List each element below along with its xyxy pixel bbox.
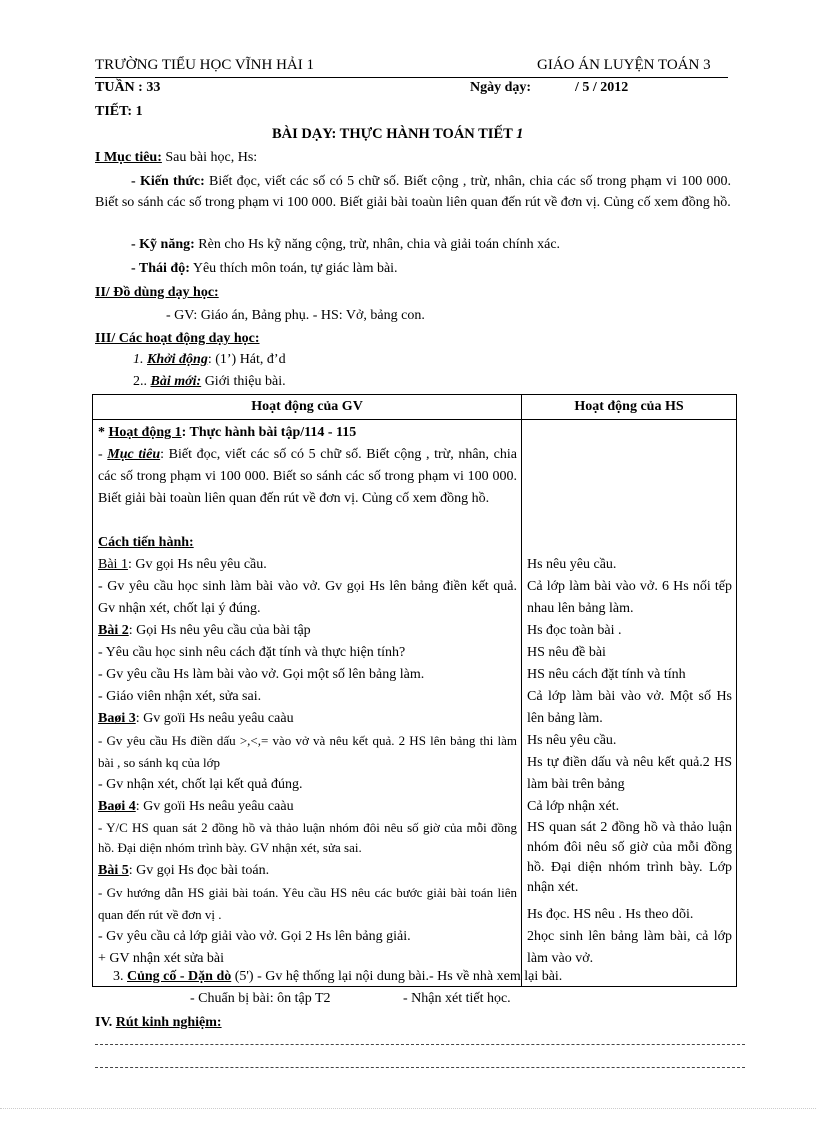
activity-1-text: : Thực hành bài tập/114 - 115	[181, 425, 357, 440]
activity-table	[92, 394, 737, 987]
hs-line-3: Hs đọc toàn bài .	[527, 623, 622, 638]
notes-line-1	[95, 1044, 745, 1045]
hs-line-9: Cả lớp nhận xét.	[527, 799, 620, 814]
lesson-title-number: 1	[516, 126, 524, 142]
exercise-1-line	[98, 554, 517, 576]
knowledge-paragraph	[95, 172, 731, 213]
closing-text: (5') - Gv hệ thống lại nội dung bài.- Hs về nhà xem lại bài.	[231, 969, 563, 984]
hs-line-4: HS nêu đề bài	[527, 645, 606, 660]
exercise-3-text: : Gv goïi Hs neâu yeâu caàu	[135, 711, 294, 726]
activity-goal	[98, 444, 517, 510]
week-label: TUẦN : 33	[95, 80, 161, 95]
exercise-3-detail-2: - Gv nhận xét, chốt lại kết quả đúng.	[98, 777, 303, 792]
exercise-3-line	[98, 708, 517, 730]
objectives-heading-line	[95, 147, 257, 169]
exercise-4-line	[98, 796, 517, 818]
exercise-2-detail-1: - Yêu cầu học sinh nêu cách đặt tính và thực hiện tính?	[98, 645, 406, 660]
exercise-2-label: Bài 2	[98, 623, 129, 638]
exercise-2-line	[98, 620, 517, 642]
experience-heading	[95, 1012, 222, 1034]
hs-line-10: HS quan sát 2 đồng hồ và thảo luận nhóm đôi nêu số giờ của mỗi đồng hồ. Đại diện nhóm trình bày. Lớp nhận xét.	[527, 820, 732, 895]
experience-number: IV.	[95, 1015, 116, 1030]
header-rule	[95, 77, 728, 78]
skill-text: Rèn cho Hs kỹ năng cộng, trừ, nhân, chia và giải toán chính xác.	[194, 237, 561, 252]
exercise-5-label: Bài 5	[98, 863, 129, 878]
step2-number: 2..	[133, 374, 147, 389]
skill-label: - Kỹ năng:	[131, 237, 195, 252]
method-heading: Cách tiến hành:	[98, 535, 194, 550]
date-label: Ngày dạy:	[470, 80, 532, 95]
lesson-title	[272, 126, 523, 143]
hs-line-11: Hs đọc. HS nêu . Hs theo dõi.	[527, 907, 694, 922]
column-header-gv: Hoạt động của GV	[93, 395, 522, 420]
closing-line	[113, 966, 562, 988]
exercise-2-detail-2: - Gv yêu cầu Hs làm bài vào vở. Gọi một số lên bảng làm.	[98, 667, 425, 682]
hs-line-2: Cả lớp làm bài vào vở. 6 Hs nối tếp nhau lên bảng làm.	[527, 579, 732, 616]
exercise-2-text: : Gọi Hs nêu yêu cầu của bài tập	[128, 623, 311, 638]
activity-1-heading	[98, 422, 517, 444]
exercise-5-text: : Gv gọi Hs đọc bài toán.	[128, 863, 270, 878]
exercise-5-detail-1: - Gv hướng dẫn HS giải bài toán. Yêu cầu HS nêu các bước giải bài toán liên quan đến rút về đơn vị .	[98, 885, 517, 922]
activity-1-star: *	[98, 425, 109, 440]
objectives-intro: Sau bài học, Hs:	[161, 150, 258, 165]
step2-text: Giới thiệu bài.	[201, 374, 286, 389]
knowledge-text: Biết đọc, viết các số có 5 chữ số. Biết cộng , trừ, nhân, chia các số trong phạm vi 100 000. Biết so sánh các số trong phạm vi 100 000. Biết giải bài toaùn liên quan đến rút về đơn vị. Củng cố xem đồng hồ.	[95, 174, 731, 210]
step-warmup	[133, 349, 286, 371]
step1-label: Khởi động	[147, 352, 208, 367]
goal-text: : Biết đọc, viết các số có 5 chữ số. Biết cộng , trừ, nhân, chia các số trong phạm vi 100 000. Biết so sánh các số trong phạm vi 100 000. Biết giải bài toaùn liên quan đến rút về đơn vị. Củng cố xem đồng hồ.	[98, 447, 517, 506]
exercise-4-label: Baøi 4	[98, 799, 136, 814]
date-value: / 5 / 2012	[575, 80, 629, 95]
exercise-4-detail: - Y/C HS quan sát 2 đồng hồ và thảo luận nhóm đôi nêu số giờ của mỗi đồng hồ. Đại diện nhóm trình bày. GV nhận xét, sửa sai.	[98, 820, 517, 855]
hs-cell	[522, 420, 737, 987]
step1-number: 1.	[133, 352, 144, 367]
skill-line	[131, 234, 560, 256]
prep-next-lesson: - Chuẩn bị bài: ôn tập T2	[190, 991, 331, 1006]
notes-line-2	[95, 1067, 745, 1068]
gv-cell	[93, 420, 522, 987]
goal-label: Mục tiêu	[107, 447, 161, 462]
step-new-lesson	[133, 371, 286, 393]
page-edge	[0, 1108, 816, 1109]
period-label: TIẾT: 1	[95, 104, 143, 119]
activity-1-label: Hoạt động 1	[108, 425, 182, 440]
hs-line-1: Hs nêu yêu cầu.	[527, 557, 617, 572]
experience-label: Rút kinh nghiệm:	[115, 1015, 222, 1030]
step2-label: Bài mới:	[150, 374, 202, 389]
goal-dash: -	[98, 447, 108, 462]
column-header-hs: Hoạt động của HS	[522, 395, 737, 420]
materials-line: - GV: Giáo án, Bảng phụ. - HS: Vở, bảng con.	[166, 308, 425, 323]
hs-line-12: 2học sinh lên bảng làm bài, cả lớp làm vào vở.	[527, 929, 732, 966]
step1-text: : (1’) Hát, đ’d	[207, 352, 286, 367]
exercise-3-label: Baøi 3	[98, 711, 136, 726]
exercise-1-detail: - Gv yêu cầu học sinh làm bài vào vở. Gv gọi Hs lên bảng điền kết quả. Gv nhận xét, chốt lại ý đúng.	[98, 579, 517, 616]
lesson-title-text: BÀI DẠY: THỰC HÀNH TOÁN TIẾT	[272, 126, 513, 142]
activities-heading: III/ Các hoạt động dạy học:	[95, 331, 260, 346]
exercise-5-detail-2: - Gv yêu cầu cả lớp giải vào vở. Gọi 2 Hs lên bảng giải.	[98, 929, 411, 944]
attitude-text: Yêu thích môn toán, tự giác làm bài.	[189, 261, 398, 276]
objectives-heading: I Mục tiêu:	[95, 150, 162, 165]
table-body-row	[93, 420, 737, 987]
knowledge-label: - Kiến thức:	[131, 174, 205, 189]
exercise-5-detail-3: + GV nhận xét sửa bài	[98, 951, 225, 966]
closing-label: Củng cố - Dặn dò	[127, 969, 232, 984]
exercise-1-label: Bài 1	[98, 557, 128, 572]
hs-line-8: Hs tự điền dấu và nêu kết quả.2 HS làm bài trên bảng	[527, 755, 732, 792]
exercise-1-text: : Gv gọi Hs nêu yêu cầu.	[127, 557, 267, 572]
hs-line-6: Cả lớp làm bài vào vở. Một số Hs lên bảng làm.	[527, 689, 732, 726]
exercise-3-detail-1: - Gv yêu cầu Hs điền dấu >,<,= vào vở và nêu kết quả. 2 HS lên bảng thi làm bài , so sánh kq của lớp	[98, 733, 517, 770]
hs-line-5: HS nêu cách đặt tính và tính	[527, 667, 686, 682]
lesson-review: - Nhận xét tiết học.	[403, 991, 511, 1006]
hs-line-7: Hs nêu yêu cầu.	[527, 733, 617, 748]
exercise-2-detail-3: - Giáo viên nhận xét, sửa sai.	[98, 689, 262, 704]
attitude-line	[131, 258, 398, 280]
attitude-label: - Thái độ:	[131, 261, 190, 276]
school-name: TRƯỜNG TIỂU HỌC VĨNH HẢI 1	[95, 57, 314, 73]
exercise-5-line	[98, 860, 517, 882]
materials-heading: II/ Đồ dùng dạy học:	[95, 285, 219, 300]
document-title: GIÁO ÁN LUYỆN TOÁN 3	[537, 57, 711, 73]
table-header-row	[93, 395, 737, 420]
closing-number: 3.	[113, 969, 127, 984]
exercise-4-text: : Gv goïi Hs neâu yeâu caàu	[135, 799, 294, 814]
